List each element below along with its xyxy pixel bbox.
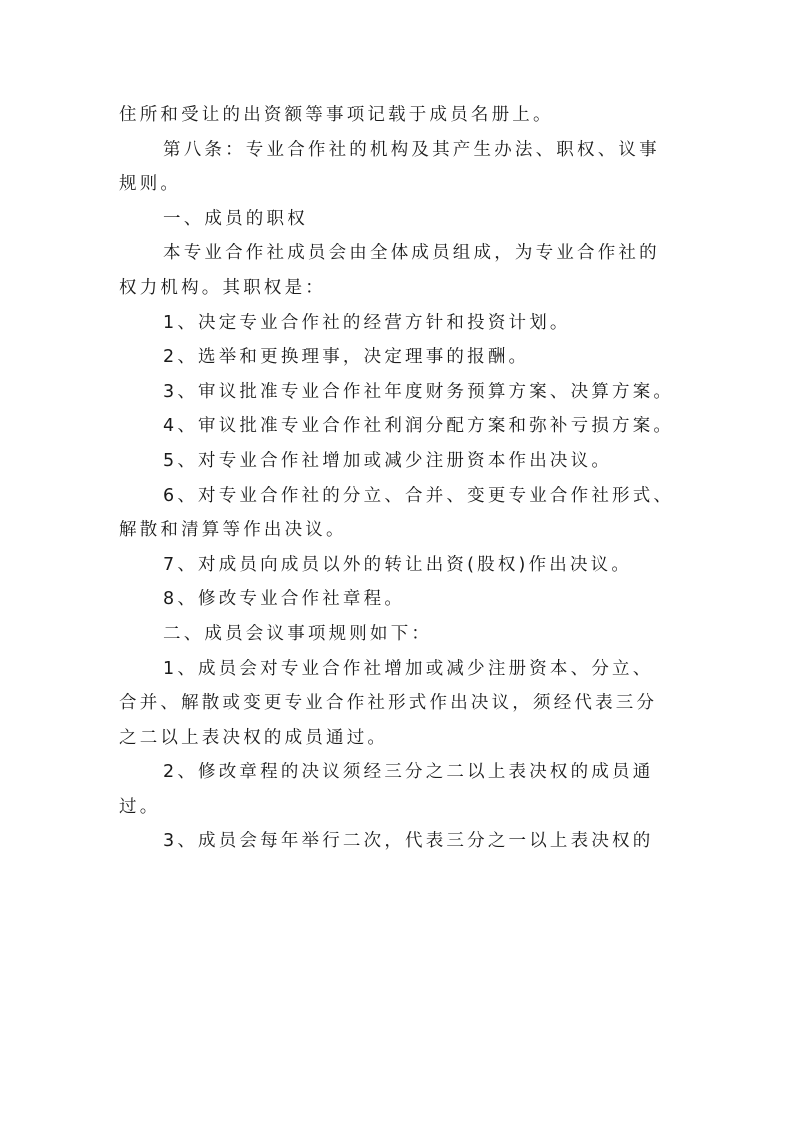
list-item: 5、对专业合作社增加或减少注册资本作出决议。 bbox=[163, 450, 613, 471]
text-line: 之二以上表决权的成员通过。 bbox=[119, 727, 389, 748]
section-heading: 一、成员的职权 bbox=[163, 208, 308, 229]
text-line: 解散和清算等作出决议。 bbox=[119, 520, 347, 541]
text-line: 过。 bbox=[119, 796, 161, 817]
list-item: 1、成员会对专业合作社增加或减少注册资本、分立、 bbox=[163, 658, 654, 679]
list-item: 3、审议批准专业合作社年度财务预算方案、决算方案。 bbox=[163, 381, 675, 402]
text-line: 规则。 bbox=[119, 174, 182, 195]
list-item: 8、修改专业合作社章程。 bbox=[163, 589, 406, 610]
list-item: 2、选举和更换理事，决定理事的报酬。 bbox=[163, 347, 530, 368]
list-item: 7、对成员向成员以外的转让出资(股权)作出决议。 bbox=[163, 554, 633, 575]
list-item: 2、修改章程的决议须经三分之二以上表决权的成员通 bbox=[163, 762, 654, 783]
list-item: 1、决定专业合作社的经营方针和投资计划。 bbox=[163, 312, 571, 333]
list-item: 6、对专业合作社的分立、合并、变更专业合作社形式、 bbox=[163, 485, 675, 506]
list-item: 3、成员会每年举行二次，代表三分之一以上表决权的 bbox=[163, 831, 654, 852]
document-body bbox=[119, 98, 679, 859]
list-item: 4、审议批准专业合作社利润分配方案和弥补亏损方案。 bbox=[163, 416, 675, 437]
text-line: 合并、解散或变更专业合作社形式作出决议，须经代表三分 bbox=[119, 693, 658, 714]
text-line: 住所和受让的出资额等事项记载于成员名册上。 bbox=[119, 105, 554, 125]
article-heading: 第八条：专业合作社的机构及其产生办法、职权、议事 bbox=[163, 139, 660, 160]
text-line: 本专业合作社成员会由全体成员组成，为专业合作社的 bbox=[163, 243, 660, 264]
section-heading: 二、成员会议事项规则如下： bbox=[163, 623, 433, 644]
text-line: 权力机构。其职权是： bbox=[119, 277, 326, 298]
